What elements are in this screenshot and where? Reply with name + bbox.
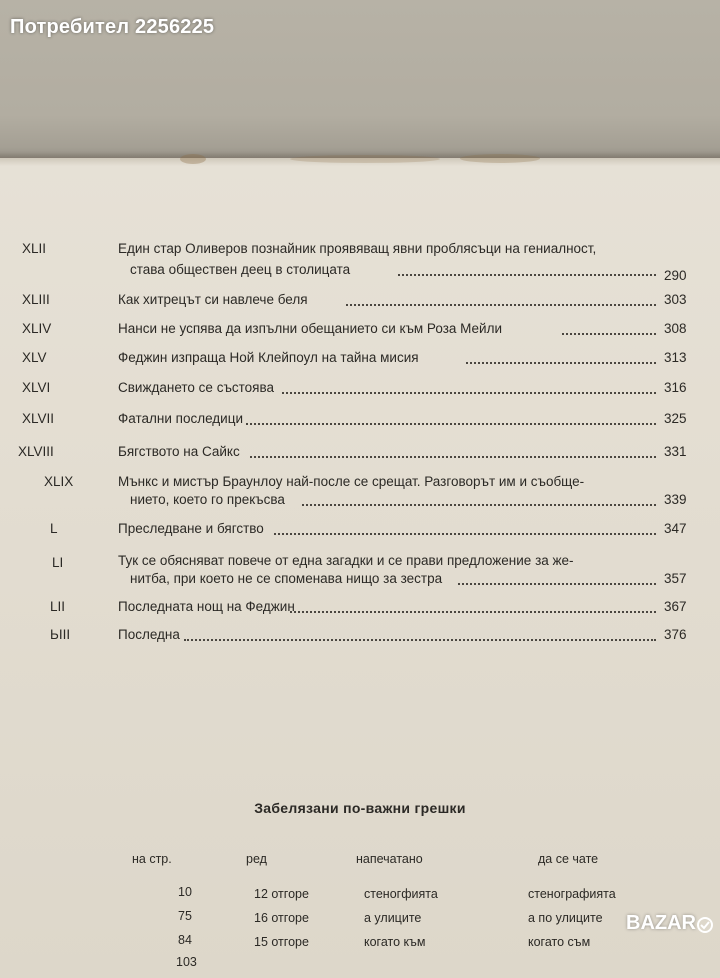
bazar-logo (626, 912, 714, 954)
watermark-username: Потребител 2256225 (10, 16, 215, 38)
toc-page-number: 376 (664, 627, 687, 642)
toc-chapter-number: XLVII (22, 411, 55, 426)
errata-column-header: на стр. (132, 852, 172, 866)
errata-column-header: ред (246, 852, 267, 866)
toc-page-number: 316 (664, 380, 687, 395)
toc-page-number: 313 (664, 350, 687, 365)
toc-page-number: 308 (664, 321, 687, 336)
errata-correct: стенографията (528, 887, 616, 901)
toc-chapter-number: LII (50, 599, 66, 614)
errata-line: 16 отгоре (254, 911, 309, 925)
toc-chapter-number: LI (52, 555, 64, 570)
toc-chapter-number: XLII (22, 241, 47, 256)
toc-leader-dots (458, 573, 656, 585)
toc-title-line: Бягството на Сайкс (118, 444, 240, 459)
errata-page: 75 (178, 909, 192, 923)
toc-title-line: Тук се обясняват повече от една загадки и се прави предложение за же- (118, 553, 574, 568)
toc-leader-dots (290, 601, 656, 613)
toc-title-line: Последната нощ на Феджин (118, 599, 295, 614)
toc-chapter-number: XLV (22, 350, 47, 365)
toc-chapter-number: XLIX (44, 474, 74, 489)
errata-printed: когато към (364, 935, 426, 949)
toc-title-line: Фатални последици (118, 411, 243, 426)
toc-leader-dots (562, 323, 656, 335)
toc-title-line: Един стар Оливеров познайник проявяващ явни проблясъци на гениалност, (118, 241, 597, 256)
bazar-logo-text: BAZAR (626, 912, 696, 934)
toc-leader-dots (398, 264, 656, 276)
toc-page-number: 303 (664, 292, 687, 307)
toc-title-line: нитба, при което не се споменава нищо за зестра (130, 571, 443, 586)
toc-leader-dots (250, 446, 656, 458)
toc-leader-dots (466, 352, 656, 364)
toc-title-line: Преследване и бягство (118, 521, 264, 536)
errata-column-header: напечатано (356, 852, 423, 866)
toc-chapter-number: L (50, 521, 58, 536)
toc-title-line: Как хитрецът си навлече беля (118, 292, 308, 307)
page-stain (180, 154, 206, 164)
errata-line: 15 отгоре (254, 935, 309, 949)
errata-heading: Забелязани по-важни грешки (254, 800, 466, 816)
toc-chapter-number: ЬIII (50, 627, 71, 642)
toc-page-number: 325 (664, 411, 687, 426)
toc-page-number: 331 (664, 444, 687, 459)
toc-page-number: 347 (664, 521, 687, 536)
errata-line: 12 отгоре (254, 887, 309, 901)
toc-title-line: Феджин изпраща Ной Клейпоул на тайна мисия (118, 350, 419, 365)
page-stain (460, 154, 540, 163)
errata-page: 84 (178, 933, 192, 947)
errata-printed: стеногфията (364, 887, 438, 901)
toc-page-number: 290 (664, 268, 687, 283)
toc-title-line: Мънкс и мистър Браунлоу най-после се срещат. Разговорът им и съобще- (118, 474, 585, 489)
errata-correct: когато съм (528, 935, 591, 949)
errata-column-header: да се чате (538, 852, 599, 866)
toc-title-line: Нанси не успява да изпълни обещанието си към Роза Мейли (118, 321, 503, 336)
page-stain (290, 155, 440, 163)
toc-page-number: 357 (664, 571, 687, 586)
errata-printed: а улиците (364, 911, 422, 925)
toc-title-line: става обществен деец в столицата (130, 262, 351, 277)
toc-leader-dots (346, 294, 656, 306)
toc-leader-dots (246, 413, 656, 425)
toc-leader-dots (282, 382, 656, 394)
errata-page-cut: 103 (176, 955, 197, 969)
errata-correct: а по улиците (528, 911, 603, 925)
toc-title-line: Последна (118, 627, 180, 642)
toc-title-line: нието, което го прекъсва (130, 492, 285, 507)
toc-chapter-number: XLVIII (18, 444, 54, 459)
toc-leader-dots (302, 494, 656, 506)
toc-chapter-number: XLVI (22, 380, 51, 395)
toc-title-line: Свиждането се състоява (118, 380, 275, 395)
toc-chapter-number: XLIII (22, 292, 50, 307)
bazar-logo-icon (696, 916, 714, 934)
errata-page: 10 (178, 885, 192, 899)
toc-page-number: 367 (664, 599, 687, 614)
toc-leader-dots (274, 523, 656, 535)
toc-leader-dots (184, 629, 656, 641)
toc-page-number: 339 (664, 492, 687, 507)
toc-chapter-number: XLIV (22, 321, 52, 336)
